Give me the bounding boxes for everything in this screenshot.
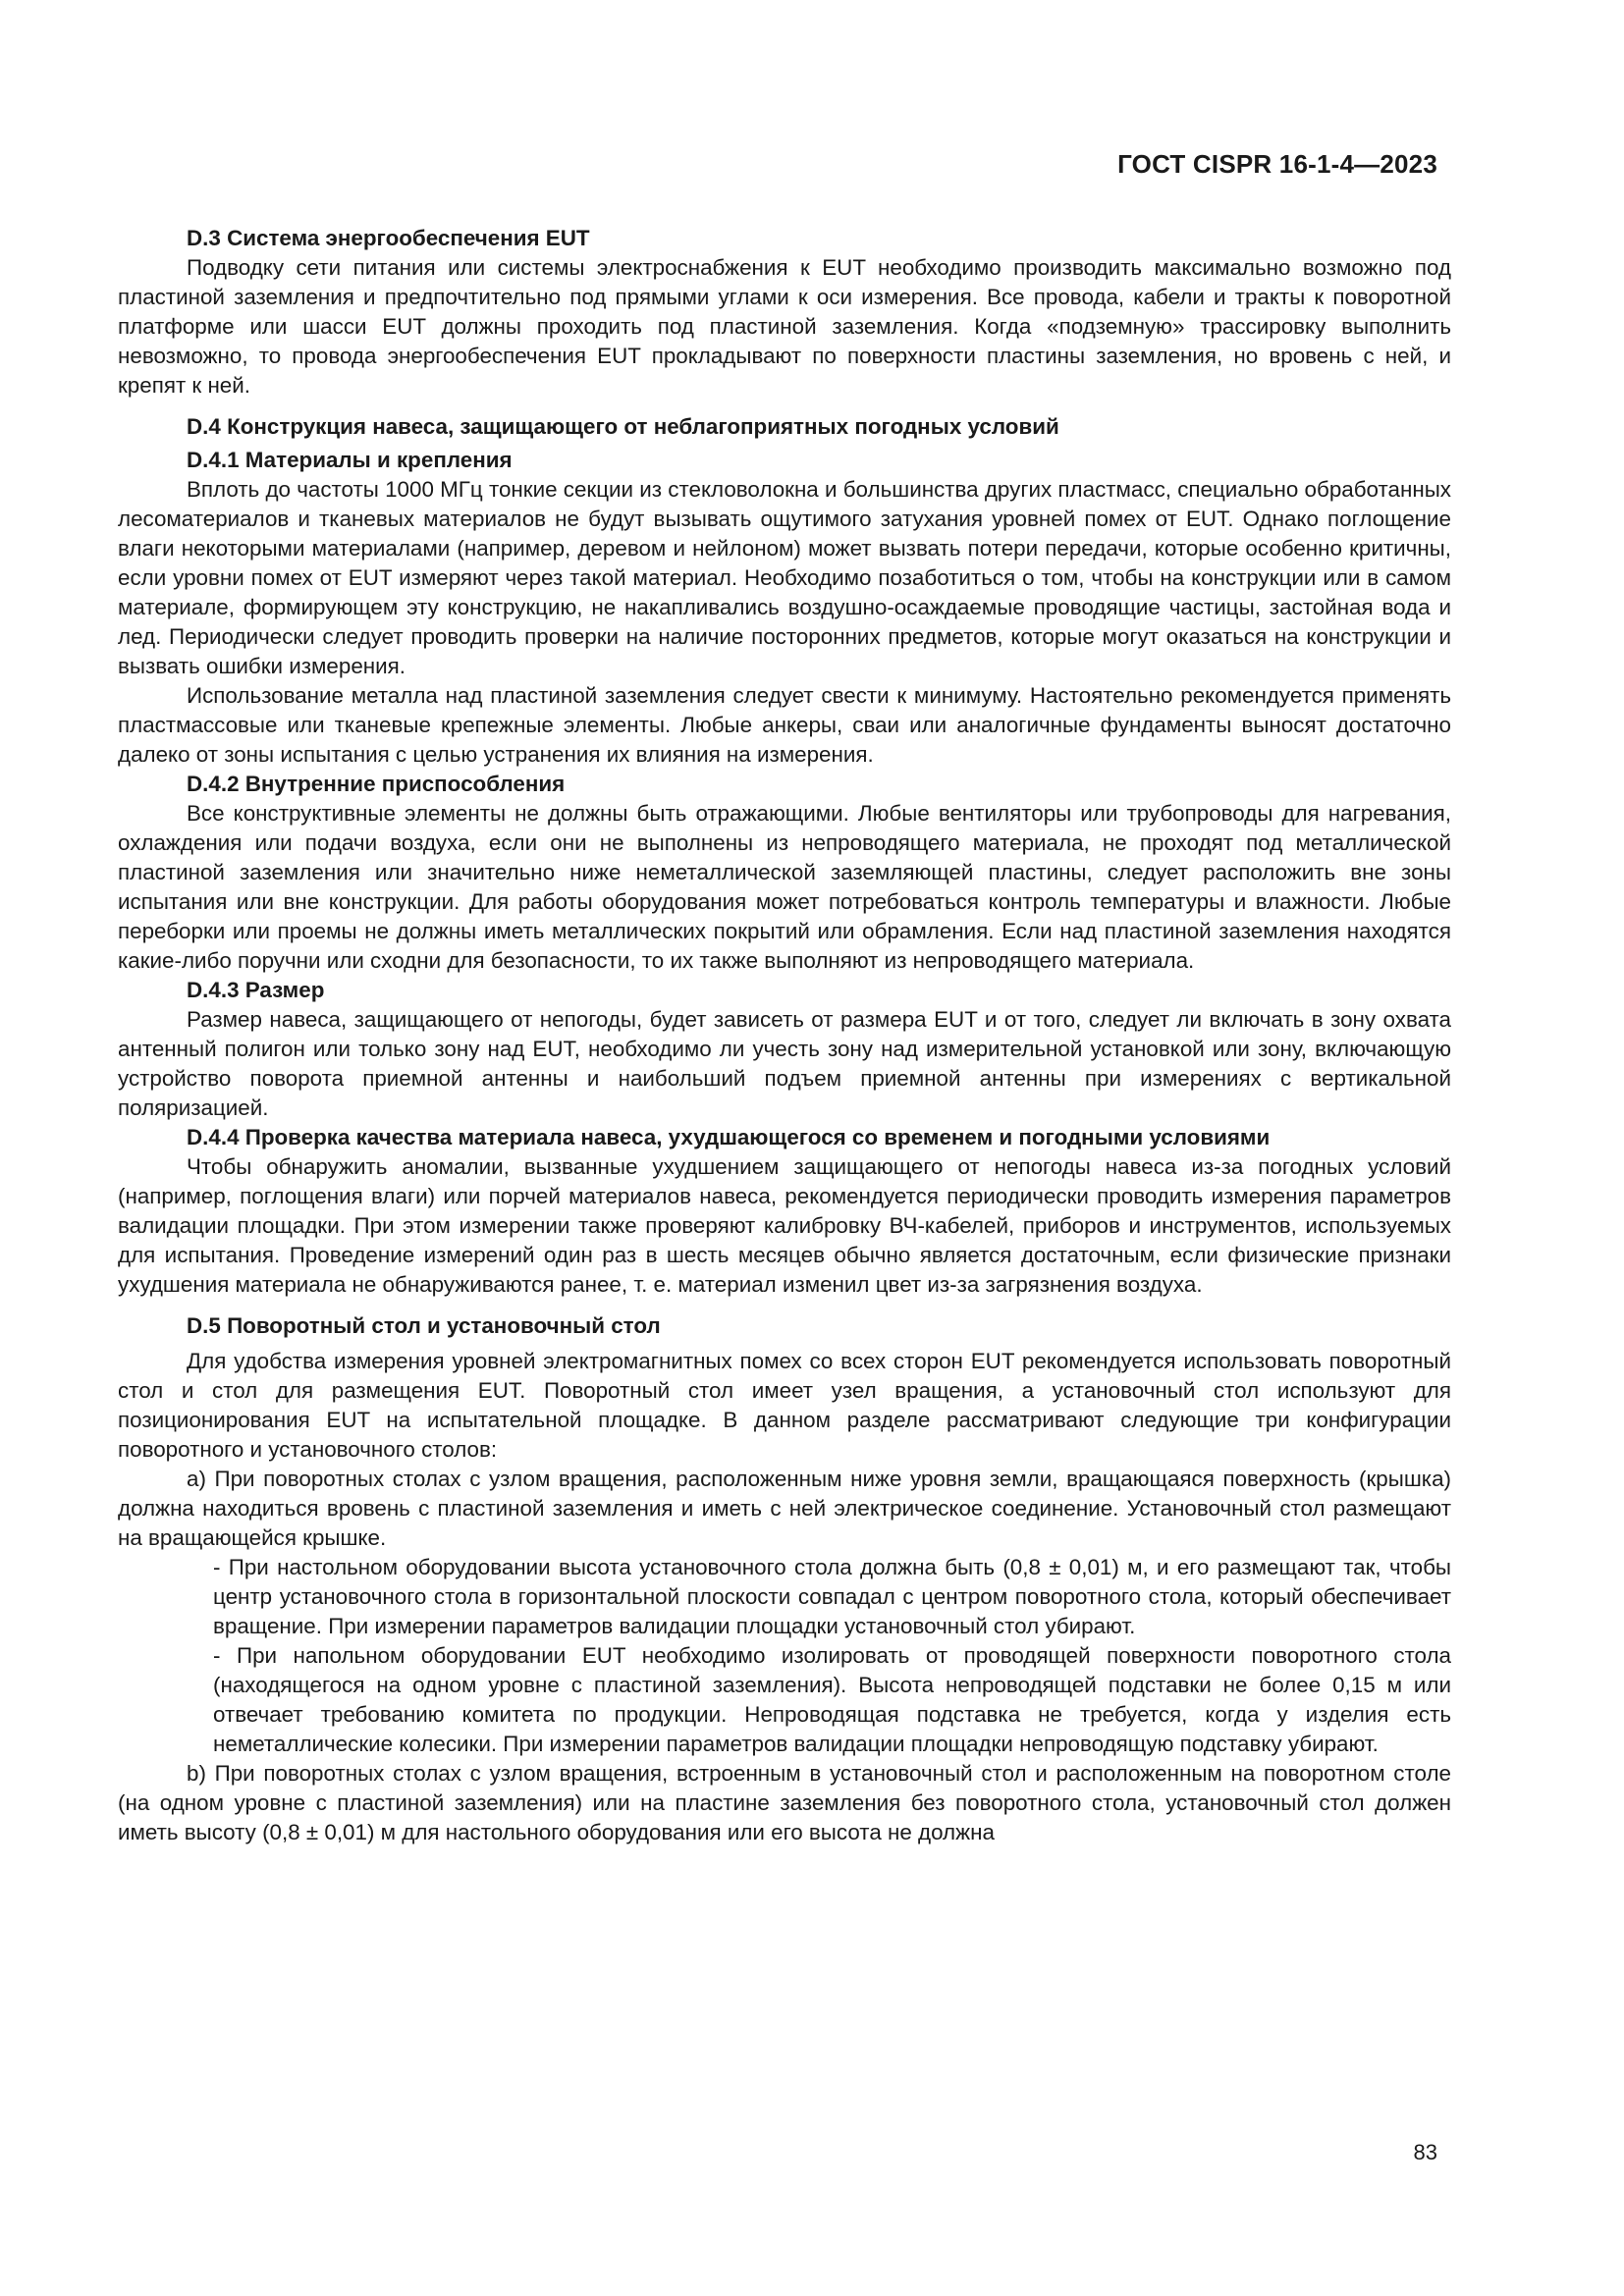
list-item-a: a) При поворотных столах с узлом вращения, расположенным ниже уровня земли, вращающаяся поверхность (крышка) должна находиться вровень с пластиной заземления и иметь с ней электрическое соединение. Установочный стол размещают на вращающейся крышке. [118,1467,1451,1550]
heading-d4-3: D.4.3 Размер [187,978,325,1002]
dash-item: - При настольном оборудовании высота установочного стола должна быть (0,8 ± 0,01) м, и его размещают так, чтобы центр установочного стола в горизонтальной плоскости совпадал с центром поворотного стола, который обеспечивает вращение. При измерении параметров валидации площадки установочный стол убирают. [213,1555,1451,1638]
paragraph: Для удобства измерения уровней электромагнитных помех со всех сторон EUT рекомендуется использовать поворотный стол и стол для размещения EUT. Поворотный стол имеет узел вращения, а установочный стол используют для позиционирования EUT на испытательной площадке. В данном разделе рассматривают следующие три конфигурации поворотного и установочного столов: [118,1349,1451,1462]
paragraph: Подводку сети питания или системы электроснабжения к EUT необходимо производить максимально возможно под пластиной заземления и предпочтительно под прямыми углами к оси измерения. Все провода, кабели и тракты к поворотной платформе или шасси EUT должны проходить под пластиной заземления. Когда «подземную» трассировку выполнить невозможно, то провода энергообеспечения EUT прокладывают по поверхности пластины заземления, но вровень с ней, и крепят к ней. [118,255,1451,398]
paragraph: Использование металла над пластиной заземления следует свести к минимуму. Настоятельно рекомендуется применять пластмассовые или тканевые крепежные элементы. Любые анкеры, сваи или аналогичные фундаменты выносят достаточно далеко от зоны испытания с целью устранения их влияния на измерения. [118,683,1451,767]
heading-d4-2: D.4.2 Внутренние приспособления [187,772,566,796]
dash-item: - При напольном оборудовании EUT необходимо изолировать от проводящей поверхности поворотного стола (находящегося на одном уровне с пластиной заземления). Высота непроводящей подставки не более 0,15 м или отвечает требованию комитета по продукции. Непроводящая подставка не требуется, когда у изделия есть неметаллические колесики. При измерении параметров валидации площадки непроводящую подставку убирают. [213,1643,1451,1756]
heading-d4-4: D.4.4 Проверка качества материала навеса, ухудшающегося со временем и погодными условиями [187,1125,1271,1149]
page-number: 83 [1413,2140,1437,2164]
heading-d4-1: D.4.1 Материалы и крепления [187,448,513,472]
paragraph: Размер навеса, защищающего от непогоды, будет зависеть от размера EUT и от того, следует ли включать в зону охвата антенный полигон или только зону над EUT, необходимо ли учесть зону над измерительной установкой или зону, включающую устройство поворота приемной антенны и наибольший подъем приемной антенны при измерениях с вертикальной поляризацией. [118,1007,1451,1120]
heading-d5: D.5 Поворотный стол и установочный стол [187,1313,661,1338]
heading-d4: D.4 Конструкция навеса, защищающего от неблагоприятных погодных условий [187,414,1059,439]
paragraph: Чтобы обнаружить аномалии, вызванные ухудшением защищающего от непогоды навеса из-за погодных условий (например, поглощения влаги) или порчей материалов навеса, рекомендуется периодически проводить измерения параметров валидации площадки. При этом измерении также проверяют калибровку ВЧ-кабелей, приборов и инструментов, используемых для испытания. Проведение измерений один раз в шесть месяцев обычно является достаточным, если физические признаки ухудшения материала не обнаруживаются ранее, т. е. материал изменил цвет из-за загрязнения воздуха. [118,1154,1451,1297]
paragraph: Все конструктивные элементы не должны быть отражающими. Любые вентиляторы или трубопроводы для нагревания, охлаждения или подачи воздуха, если они не выполнены из непроводящего материала, не проходят под металлической пластиной заземления или значительно ниже неметаллической заземляющей пластины, следует расположить вне зоны испытания или вне конструкции. Для работы оборудования может потребоваться контроль температуры и влажности. Любые переборки или проемы не должны иметь металлических покрытий или обрамления. Если над пластиной заземления находятся какие-либо поручни или сходни для безопасности, то их также выполняют из непроводящего материала. [118,801,1451,973]
document-body [118,224,1451,1847]
paragraph: Вплоть до частоты 1000 МГц тонкие секции из стекловолокна и большинства других пластмасс, специально обработанных лесоматериалов и тканевых материалов не будут вызывать ощутимого затухания уровней помех от EUT. Однако поглощение влаги некоторыми материалами (например, деревом и нейлоном) может вызвать потери передачи, которые особенно критичны, если уровни помех от EUT измеряют через такой материал. Необходимо позаботиться о том, чтобы на конструкции или в самом материале, формирующем эту конструкцию, не накапливались воздушно-осаждаемые проводящие частицы, застойная вода и лед. Периодически следует проводить проверки на наличие посторонних предметов, которые могут оказаться на конструкции и вызвать ошибки измерения. [118,477,1451,678]
heading-d3: D.3 Система энергообеспечения EUT [187,226,590,250]
document-code-header: ГОСТ CISPR 16-1-4—2023 [1117,149,1437,179]
list-item-b: b) При поворотных столах с узлом вращения, встроенным в установочный стол и расположенным на поворотном столе (на одном уровне с пластиной заземления) или на пластине заземления без поворотного стола, установочный стол должен иметь высоту (0,8 ± 0,01) м для настольного оборудования или его высота не должна [118,1761,1451,1844]
